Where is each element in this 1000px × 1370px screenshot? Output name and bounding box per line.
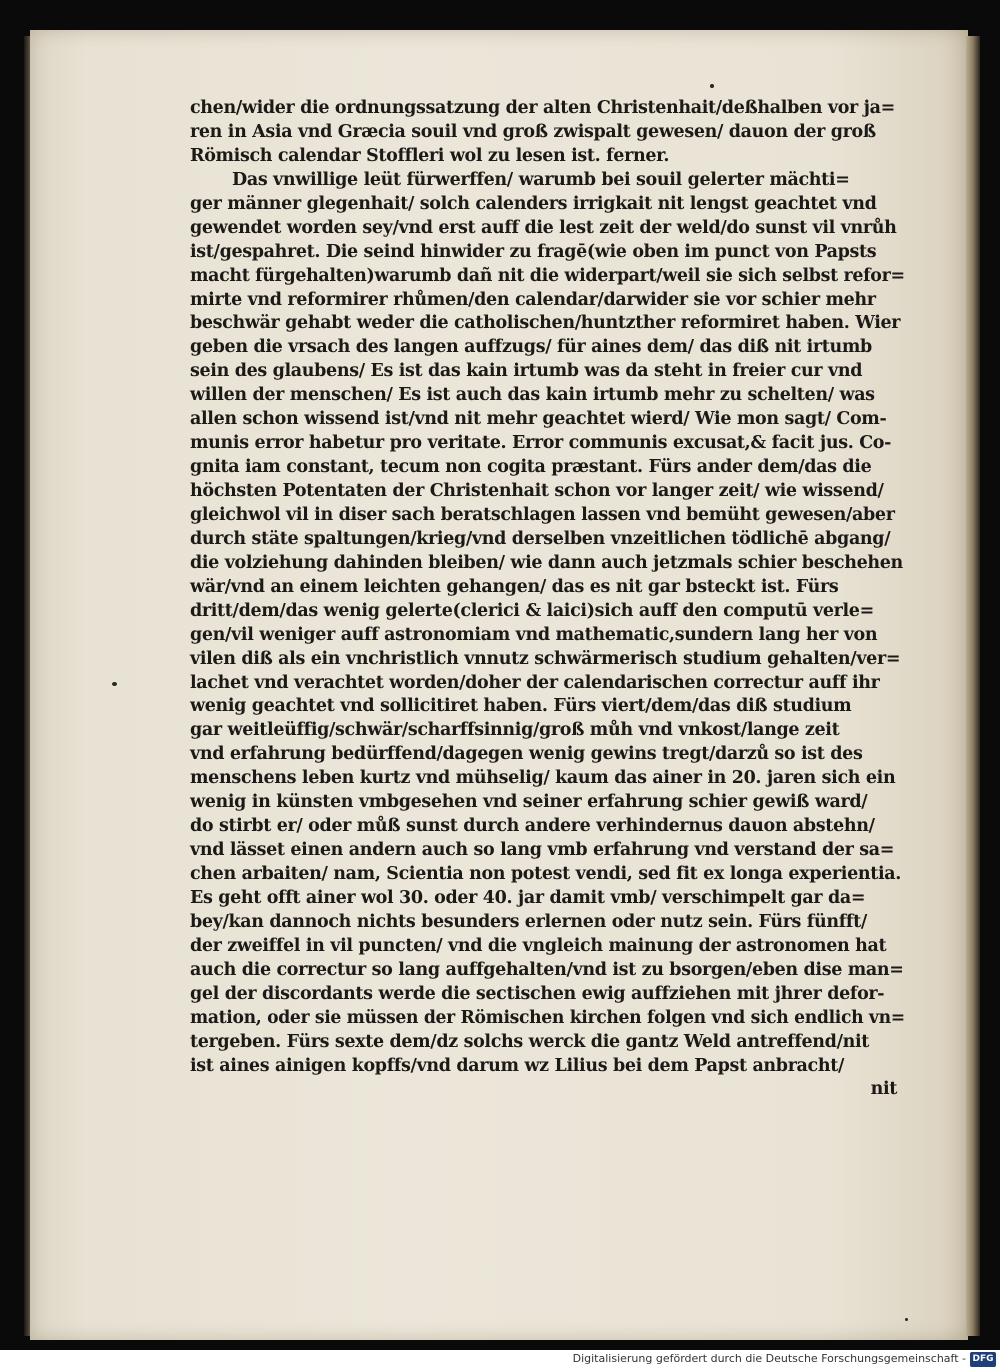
- text-line: vilen diß als ein vnchristlich vnnutz schwärmerisch studium gehalten/ver=: [190, 648, 901, 669]
- text-line: Es geht offt ainer wol 30. oder 40. jar damit vmb/ verschimpelt gar da=: [190, 887, 866, 908]
- text-line: sein des glaubens/ Es ist das kain irtumb was da steht in freier cur vnd: [190, 361, 863, 382]
- text-line: ren in Asia vnd Græcia souil vnd groß zwispalt gewesen/ dauon der groß: [190, 121, 876, 142]
- text-line: ist/gespahret. Die seind hinwider zu fragē(wie oben im punct von Papsts: [190, 241, 877, 262]
- text-line: mirte vnd reformirer rhůmen/den calendar/darwider sie vor schier mehr: [190, 289, 876, 310]
- text-line: munis error habetur pro veritate. Error communis excusat,& facit jus. Co-: [190, 433, 892, 454]
- text-line: gel der discordants werde die sectischen ewig auffziehen mit jhrer defor-: [190, 983, 885, 1004]
- ink-speck: [112, 682, 117, 686]
- text-line: Römisch calendar Stoffleri wol zu lesen ist. ferner.: [190, 145, 670, 166]
- text-line: macht fürgehalten)warumb dañ nit die widerpart/weil sie sich selbst refor=: [190, 265, 905, 286]
- text-line: vnd lässet einen andern auch so lang vmb erfahrung vnd verstand der sa=: [190, 840, 895, 861]
- text-line: wenig geachtet vnd sollicitiret haben. Fürs viert/dem/das diß studium: [190, 696, 852, 717]
- text-line: dritt/dem/das wenig gelerte(clerici & laici)sich auff den computū verle=: [190, 600, 874, 621]
- footer-bar: [0, 1350, 1000, 1370]
- text-line: Das vnwillige leüt fürwerffen/ warumb bei souil gelerter mächti=: [232, 169, 850, 190]
- text-line: ist aines ainigen kopffs/vnd darum wz Lilius bei dem Papst anbracht/: [190, 1055, 845, 1076]
- text-line: allen schon wissend ist/vnd nit mehr geachtet wierd/ Wie mon sagt/ Com-: [190, 409, 887, 430]
- text-line: willen der menschen/ Es ist auch das kain irtumb mehr zu schelten/ was: [190, 385, 875, 406]
- text-line: mation, oder sie müssen der Römischen kirchen folgen vnd sich endlich vn=: [190, 1007, 905, 1028]
- text-line: die volziehung dahinden bleiben/ wie dann auch jetzmals schier beschehen: [190, 552, 903, 573]
- text-line: gar weitleüffig/schwär/scharffsinnig/groß můh vnd vnkost/lange zeit: [190, 720, 840, 741]
- text-line: durch stäte spaltungen/krieg/vnd derselben vnzeitlichen tödlichē abgang/: [190, 528, 891, 549]
- text-line: vnd erfahrung bedürffend/dagegen wenig gewins tregt/darzů so ist des: [190, 744, 863, 765]
- catchword: nit: [870, 1079, 897, 1100]
- text-line: gen/vil weniger auff astronomiam vnd mathematic,sundern lang her von: [190, 624, 878, 645]
- text-line: geben die vrsach des langen auffzugs/ für aines dem/ das diß nit irtumb: [190, 337, 872, 358]
- ink-speck: [905, 1318, 908, 1321]
- text-line: wenig in künsten vmbgesehen vnd seiner erfahrung schier gewiß ward/: [190, 792, 868, 813]
- text-line: beschwär gehabt weder die catholischen/huntzther reformiret haben. Wier: [190, 313, 901, 334]
- ink-speck: [710, 84, 714, 88]
- text-line: höchsten Potentaten der Christenhait schon vor langer zeit/ wie wissend/: [190, 481, 884, 501]
- text-line: tergeben. Fürs sexte dem/dz solchs werck die gantz Weld antreffend/nit: [190, 1031, 870, 1052]
- text-line: gewendet worden sey/vnd erst auff die lest zeit der weld/do sunst vil vnrůh: [190, 217, 897, 238]
- page-edge-right: [966, 36, 980, 1336]
- text-line: wär/vnd an einem leichten gehangen/ das es nit gar bsteckt ist. Fürs: [190, 576, 839, 597]
- text-line: menschens leben kurtz vnd mühselig/ kaum das ainer in 20. jaren sich ein: [190, 768, 896, 789]
- text-block: [190, 97, 905, 1102]
- text-line: auch die correctur so lang auffgehalten/vnd ist zu bsorgen/eben dise man=: [190, 959, 904, 980]
- text-line: chen arbaiten/ nam, Scientia non potest vendi, sed fit ex longa experientia.: [190, 864, 901, 884]
- text-line: do stirbt er/ oder můß sunst durch andere verhindernus dauon abstehn/: [190, 816, 875, 837]
- text-line: bey/kan dannoch nichts besunders erlernen oder nutz sein. Fürs fünfft/: [190, 911, 867, 932]
- text-line: chen/wider die ordnungssatzung der alten Christenhait/deßhalben vor ja=: [190, 98, 895, 118]
- text-line: gleichwol vil in diser sach beratschlagen lassen vnd bemüht gewesen/aber: [190, 504, 895, 525]
- dfg-logo: DFG: [970, 1352, 996, 1367]
- text-line: gnita iam constant, tecum non cogita præstant. Fürs ander dem/das die: [190, 457, 872, 478]
- footer-credit: Digitalisierung gefördert durch die Deutsche Forschungsgemeinschaft -: [572, 1352, 966, 1365]
- text-line: ger männer glegenhait/ solch calenders irrigkait nit lengst geachtet vnd: [190, 193, 877, 214]
- text-line: lachet vnd verachtet worden/doher der calendarischen correctur auff ihr: [190, 672, 880, 693]
- text-line: der zweiffel in vil puncten/ vnd die vngleich mainung der astronomen hat: [190, 935, 887, 956]
